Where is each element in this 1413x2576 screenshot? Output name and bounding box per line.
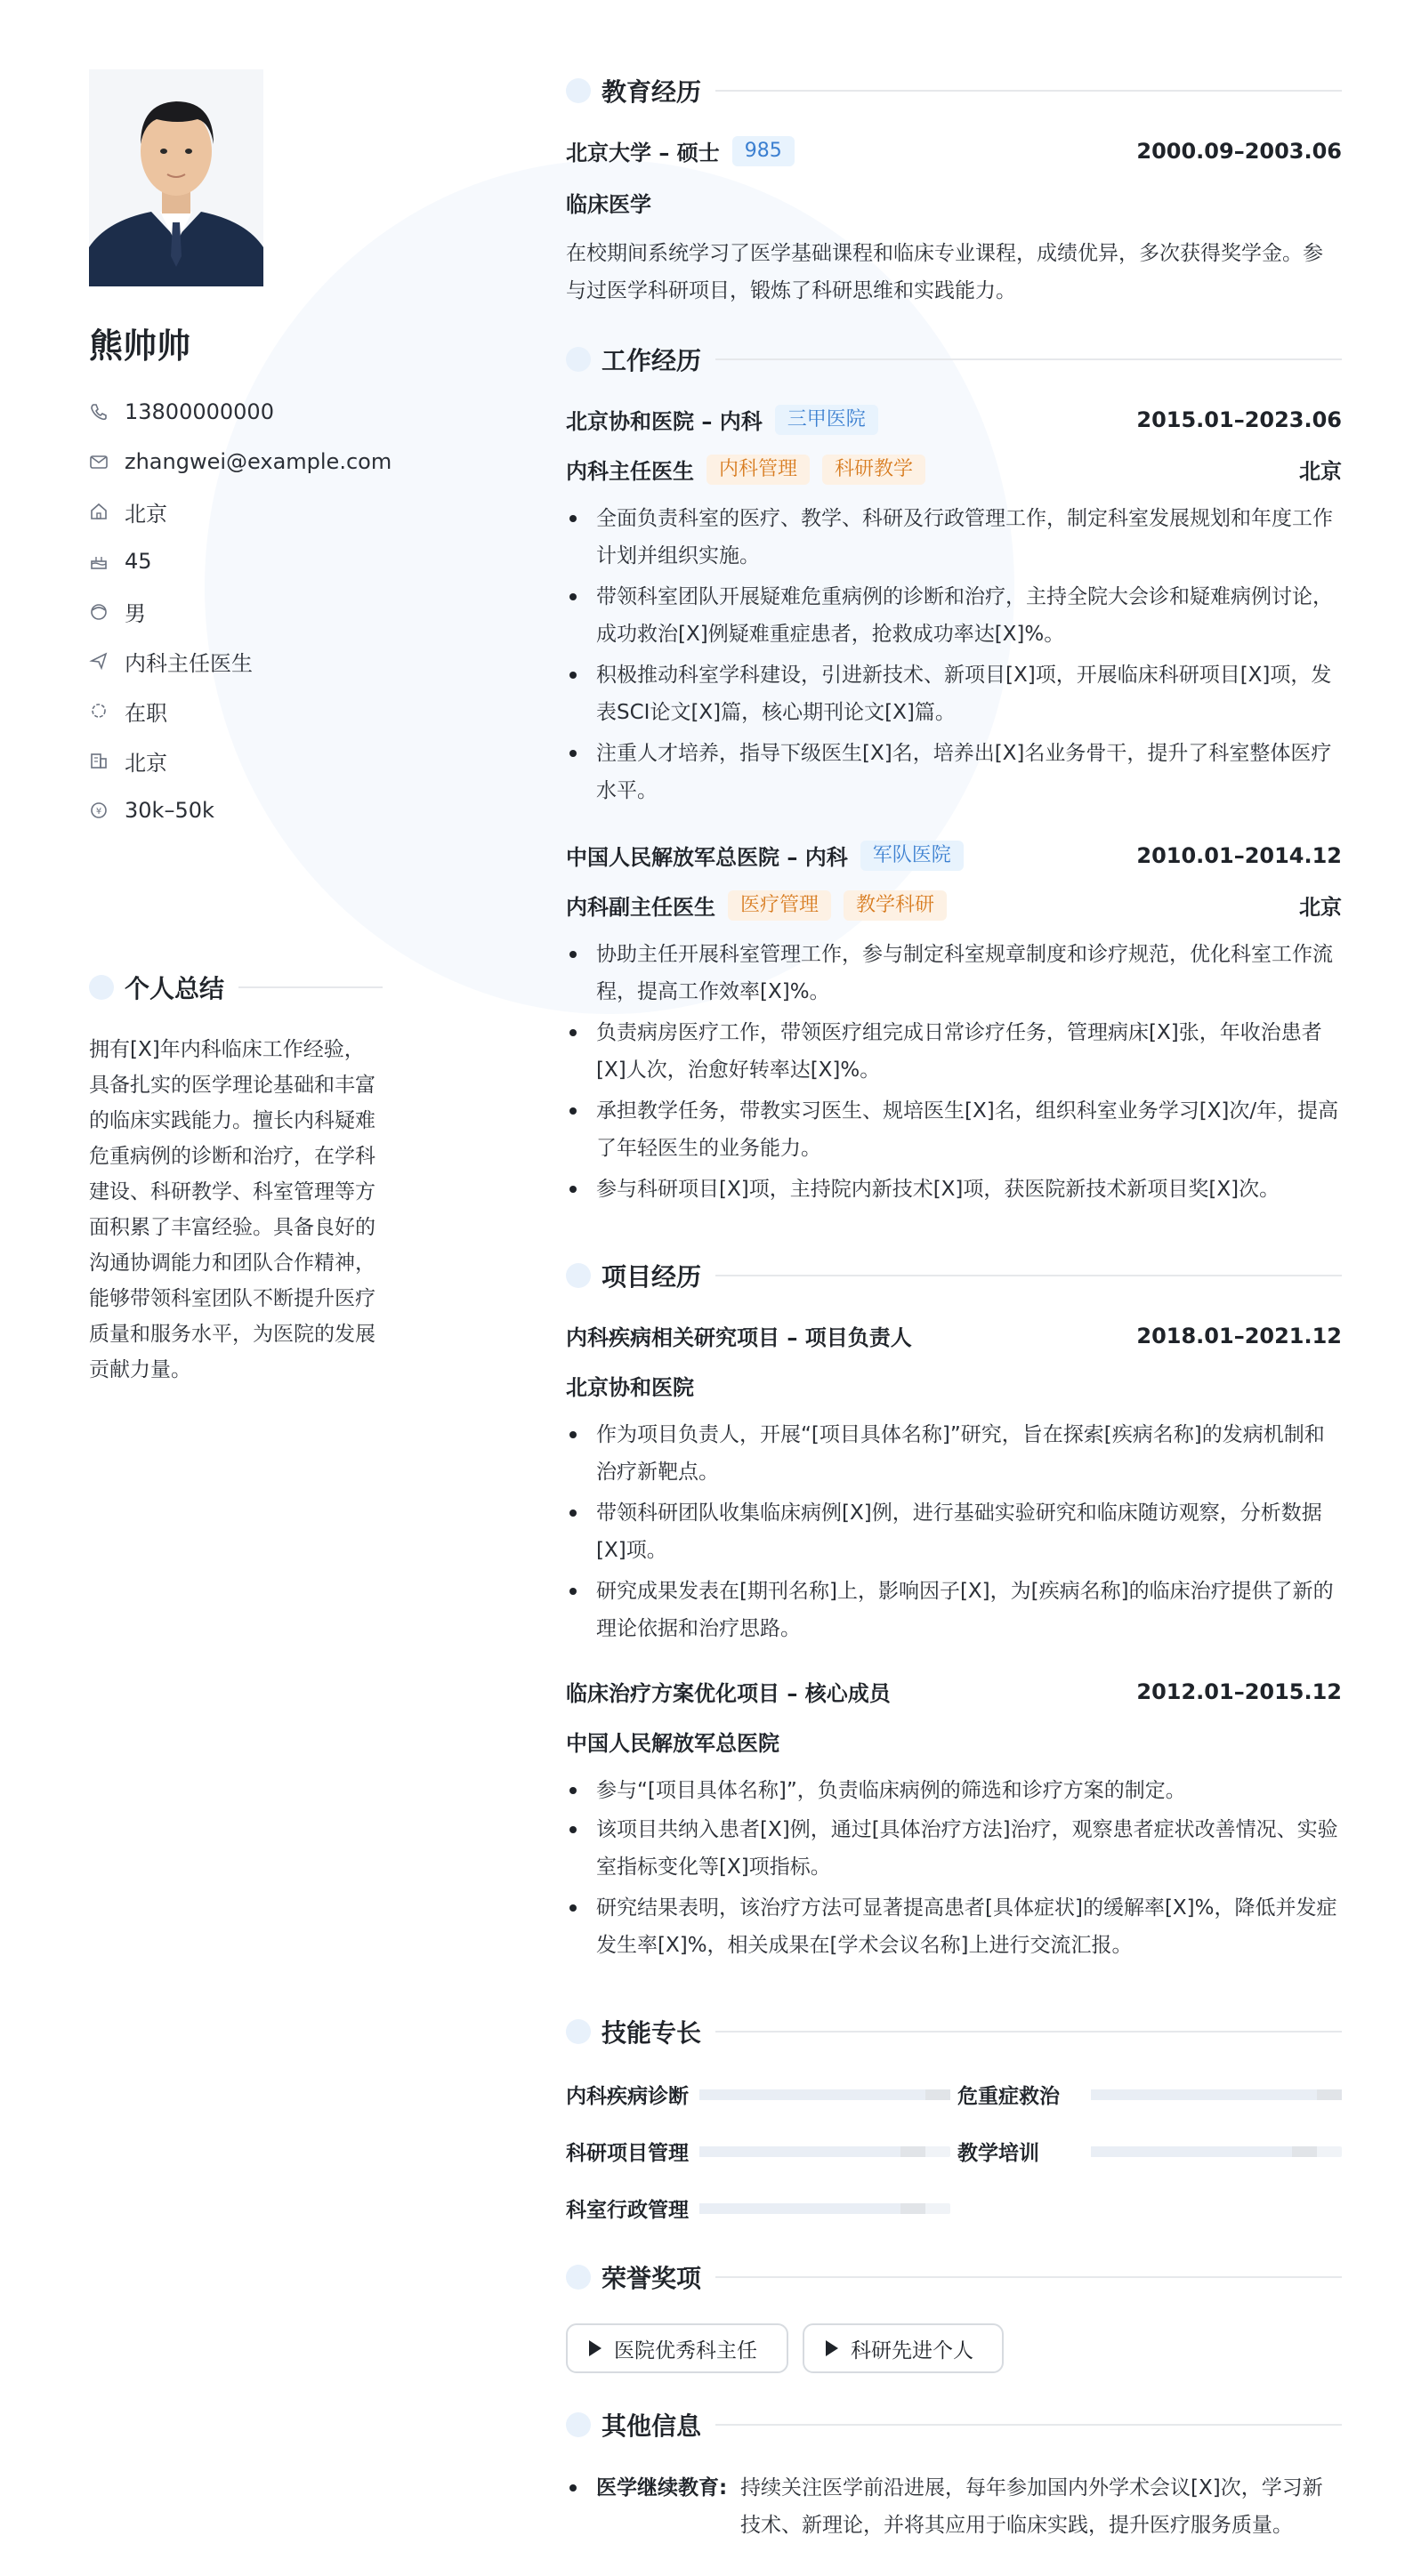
skill-item xyxy=(957,2080,1349,2109)
divider xyxy=(715,90,1342,92)
skill-item xyxy=(566,2080,957,2109)
award-label: 医院优秀科主任 xyxy=(614,2339,757,2363)
job-bullet: 负责病房医疗工作，带领医疗组完成日常诊疗任务，管理病床[X]张，年收治患者[X]人次，治愈好转率达[X]%。 xyxy=(566,1014,1342,1089)
job-bullet: 全面负责科室的医疗、教学、科研及行政管理工作，制定科室发展规划和年度工作计划并组织实施。 xyxy=(566,500,1342,575)
info-location-text: 北京 xyxy=(125,501,167,527)
job-role-tag: 科研教学 xyxy=(822,455,925,485)
info-salary xyxy=(89,797,214,824)
skill-name: 内科疾病诊断 xyxy=(566,2085,689,2108)
job-role-row xyxy=(566,454,1342,485)
skill-level-marker xyxy=(925,2089,950,2100)
job-city: 北京 xyxy=(1299,895,1342,920)
project-bullet: 研究成果发表在[期刊名称]上，影响因子[X]，为[疾病名称]的临床治疗提供了新的理论依据和治疗思路。 xyxy=(566,1573,1342,1647)
award-label: 科研先进个人 xyxy=(851,2339,973,2363)
job-role: 内科主任医生 xyxy=(566,459,694,484)
info-age xyxy=(89,548,152,575)
skill-item xyxy=(566,2137,957,2166)
job-role-tag: 医疗管理 xyxy=(728,890,831,921)
skill-bar xyxy=(1091,2089,1342,2100)
other-key: 医学继续教育: xyxy=(596,2476,728,2500)
job-org-tag: 三甲医院 xyxy=(775,405,878,435)
project-org: 北京协和医院 xyxy=(566,1375,694,1400)
skills-section-title xyxy=(566,2014,1342,2049)
project-org-row xyxy=(566,1370,1342,1401)
project-date: 2012.01–2015.12 xyxy=(1136,1678,1342,1704)
building-icon xyxy=(89,751,109,770)
skill-bar xyxy=(699,2146,950,2157)
project-bullet: 带领科研团队收集临床病例[X]例，进行基础实验研究和临床随访观察，分析数据[X]项。 xyxy=(566,1494,1342,1569)
info-email-text: zhangwei@example.com xyxy=(125,449,392,474)
summary-section-title xyxy=(89,970,383,1005)
job-bullet: 承担教学任务，带教实习医生、规培医生[X]名，组织科室业务学习[X]次/年，提高了年轻医生的业务能力。 xyxy=(566,1092,1342,1167)
awards-section-title xyxy=(566,2259,1342,2295)
job-role: 内科副主任医生 xyxy=(566,895,715,920)
section-dot-icon xyxy=(566,2265,591,2290)
skill-bar-fill xyxy=(699,2089,925,2100)
project-org: 中国人民解放军总医院 xyxy=(566,1731,779,1756)
job-role-tag: 教学科研 xyxy=(844,890,947,921)
info-gender-text: 男 xyxy=(125,600,146,626)
education-desc: 在校期间系统学习了医学基础课程和临床专业课程，成绩优异，多次获得奖学金。参与过医学科研项目，锻炼了科研思维和实践能力。 xyxy=(566,242,1323,302)
home-icon xyxy=(89,502,109,521)
job-date: 2015.01–2023.06 xyxy=(1136,407,1342,432)
projects-heading: 项目经历 xyxy=(602,1262,702,1292)
work-section-title xyxy=(566,342,1342,377)
job-org: 中国人民解放军总医院 – 内科 xyxy=(566,845,848,870)
other-heading: 其他信息 xyxy=(602,2411,702,2441)
education-major: 临床医学 xyxy=(566,192,651,217)
project-date: 2018.01–2021.12 xyxy=(1136,1323,1342,1348)
project-header xyxy=(566,1320,1342,1351)
skill-level-marker xyxy=(900,2146,925,2157)
job-org-tag: 军队医院 xyxy=(860,841,964,871)
skill-item xyxy=(566,2194,957,2223)
status-icon xyxy=(89,701,109,720)
skill-bar xyxy=(699,2203,950,2214)
skill-level-marker xyxy=(900,2203,925,2214)
summary-heading: 个人总结 xyxy=(125,974,225,1003)
section-dot-icon xyxy=(566,347,591,372)
section-dot-icon xyxy=(566,2412,591,2437)
skill-bar-fill xyxy=(1091,2089,1317,2100)
job-date: 2010.01–2014.12 xyxy=(1136,842,1342,868)
info-gender xyxy=(89,598,146,624)
info-status xyxy=(89,697,167,724)
skill-item xyxy=(957,2137,1349,2166)
job-bullet: 注重人才培养，指导下级医生[X]名，培养出[X]名业务骨干，提升了科室整体医疗水平。 xyxy=(566,735,1342,809)
skill-name: 危重症救治 xyxy=(957,2085,1060,2108)
education-major-row xyxy=(566,187,1342,218)
skill-name: 科室行政管理 xyxy=(566,2199,689,2222)
section-dot-icon xyxy=(566,1263,591,1288)
job-header xyxy=(566,840,1342,871)
info-status-text: 在职 xyxy=(125,700,167,726)
project-bullet: 该项目共纳入患者[X]例，通过[具体治疗方法]治疗，观察患者症状改善情况、实验室指标变化等[X]项指标。 xyxy=(566,1811,1342,1886)
award-chip[interactable] xyxy=(566,2323,788,2373)
divider xyxy=(238,986,383,988)
info-city-text: 北京 xyxy=(125,750,167,776)
award-chip[interactable] xyxy=(803,2323,1004,2373)
job-header xyxy=(566,404,1342,435)
other-section-title xyxy=(566,2407,1342,2443)
education-header xyxy=(566,135,1342,166)
job-bullet: 积极推动科室学科建设，引进新技术、新项目[X]项，开展临床科研项目[X]项，发表SCI论文[X]篇，核心期刊论文[X]篇。 xyxy=(566,656,1342,731)
education-school: 北京大学 – 硕士 xyxy=(566,141,720,165)
summary-text: 拥有[X]年内科临床工作经验，具备扎实的医学理论基础和丰富的临床实践能力。擅长内科疑难危重病例的诊断和治疗，在学科建设、科研教学、科室管理等方面积累了丰富经验。具备良好的沟通协调能力和团队合作精神，能够带领科室团队不断提升医疗质量和服务水平，为医院的发展贡献力量。 xyxy=(89,1038,375,1381)
project-bullet: 作为项目负责人，开展“[项目具体名称]”研究，旨在探索[疾病名称]的发病机制和治疗新靶点。 xyxy=(566,1416,1342,1491)
info-salary-text: 30k–50k xyxy=(125,798,214,823)
info-title-text: 内科主任医生 xyxy=(125,650,253,676)
skill-name: 科研项目管理 xyxy=(566,2142,689,2165)
divider xyxy=(715,358,1342,360)
projects-section-title xyxy=(566,1258,1342,1293)
info-location xyxy=(89,498,167,525)
project-bullet: 研究结果表明，该治疗方法可显著提高患者[具体症状]的缓解率[X]%，降低并发症发生率[X]%，相关成果在[学术会议名称]上进行交流汇报。 xyxy=(566,1889,1342,1964)
divider xyxy=(715,2031,1342,2033)
section-dot-icon xyxy=(566,78,591,103)
gender-icon xyxy=(89,601,109,621)
project-name: 临床治疗方案优化项目 – 核心成员 xyxy=(566,1681,891,1706)
skill-level-marker xyxy=(1317,2089,1342,2100)
info-title xyxy=(89,648,253,674)
skill-bar-fill xyxy=(699,2203,900,2214)
divider xyxy=(715,2424,1342,2426)
education-tag: 985 xyxy=(732,136,795,166)
job-bullet: 参与科研项目[X]项，主持院内新技术[X]项，获医院新技术新项目奖[X]次。 xyxy=(566,1171,1342,1208)
info-age-text: 45 xyxy=(125,549,152,574)
cake-icon xyxy=(89,551,109,571)
skill-bar xyxy=(1091,2146,1342,2157)
education-date: 2000.09–2003.06 xyxy=(1136,138,1342,164)
play-icon xyxy=(826,2340,838,2356)
info-phone-text: 13800000000 xyxy=(125,399,274,424)
job-role-tag: 内科管理 xyxy=(706,455,810,485)
job-city: 北京 xyxy=(1299,459,1342,484)
job-role-row xyxy=(566,890,1342,921)
project-header xyxy=(566,1676,1342,1707)
svg-text:¥: ¥ xyxy=(95,807,102,817)
skills-heading: 技能专长 xyxy=(602,2018,702,2048)
info-city xyxy=(89,747,167,774)
info-phone xyxy=(89,398,274,425)
skill-bar-fill xyxy=(699,2146,900,2157)
skill-name: 教学培训 xyxy=(957,2142,1039,2165)
divider xyxy=(715,2276,1342,2278)
education-heading: 教育经历 xyxy=(602,77,702,107)
section-dot-icon xyxy=(566,2019,591,2044)
phone-icon xyxy=(89,402,109,422)
divider xyxy=(715,1275,1342,1276)
play-icon xyxy=(589,2340,602,2356)
bullet-dot xyxy=(569,2484,577,2491)
project-org-row xyxy=(566,1726,1342,1757)
work-heading: 工作经历 xyxy=(602,346,702,375)
other-value: 持续关注医学前沿进展，每年参加国内外学术会议[X]次，学习新技术、新理论，并将其应用于临床实践，提升医疗服务质量。 xyxy=(740,2476,1323,2537)
job-bullet: 带领科室团队开展疑难危重病例的诊断和治疗，主持全院大会诊和疑难病例讨论，成功救治[X]例疑难重症患者，抢救成功率达[X]%。 xyxy=(566,578,1342,653)
skill-bar-fill xyxy=(1091,2146,1292,2157)
project-name: 内科疾病相关研究项目 – 项目负责人 xyxy=(566,1325,912,1350)
info-email xyxy=(89,448,392,475)
awards-heading: 荣誉奖项 xyxy=(602,2264,702,2293)
job-bullet: 协助主任开展科室管理工作，参与制定科室规章制度和诊疗规范，优化科室工作流程，提高工作效率[X]%。 xyxy=(566,936,1342,1010)
education-section-title xyxy=(566,73,1342,109)
avatar xyxy=(89,69,263,286)
job-org: 北京协和医院 – 内科 xyxy=(566,409,763,434)
mail-icon xyxy=(89,452,109,471)
section-dot-icon xyxy=(89,975,114,1000)
skill-level-marker xyxy=(1292,2146,1317,2157)
profile-name: 熊帅帅 xyxy=(89,326,191,366)
send-icon xyxy=(89,651,109,671)
salary-icon xyxy=(89,801,109,820)
project-bullet: 参与“[项目具体名称]”，负责临床病例的筛选和诊疗方案的制定。 xyxy=(566,1772,1342,1809)
skill-bar xyxy=(699,2089,950,2100)
